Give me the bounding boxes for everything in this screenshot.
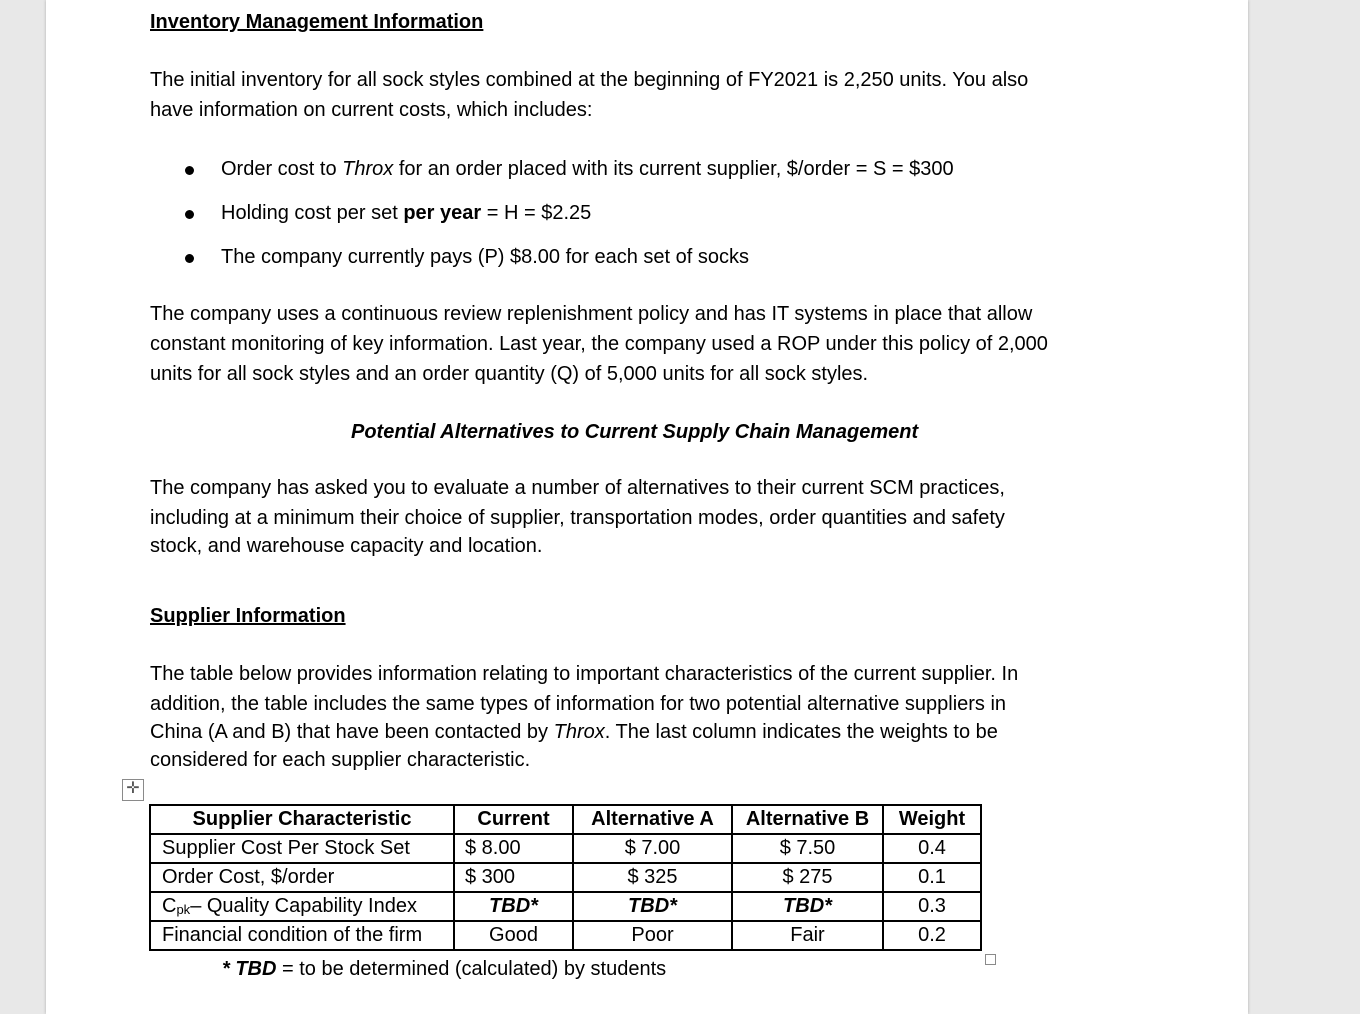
table-resize-handle-icon[interactable] <box>985 954 996 965</box>
table-cell: TBD* <box>732 892 883 921</box>
table-header-row <box>150 805 981 834</box>
table-cell: $ 7.50 <box>732 834 883 863</box>
document-page <box>46 0 1248 1014</box>
table-cell: Fair <box>732 921 883 950</box>
table-footnote <box>222 955 666 983</box>
alternatives-title: Potential Alternatives to Current Supply Chain Management <box>351 421 919 443</box>
cpk-symbol: C <box>162 895 177 917</box>
list-item <box>150 243 1150 287</box>
header-alternative-a: Alternative A <box>573 805 732 834</box>
table-cell: $ 7.00 <box>573 834 732 863</box>
list-item <box>150 155 1150 199</box>
table-cell: Order Cost, $/order <box>150 863 454 892</box>
supplier-line-4: considered for each supplier characteristic. <box>150 749 531 771</box>
bullet-text: for an order placed with its current supplier, $/order = S = $300 <box>393 158 954 180</box>
supplier-line-3 <box>150 718 1150 746</box>
header-supplier-characteristic: Supplier Characteristic <box>150 805 454 834</box>
supplier-line-3-emphasis: Throx <box>553 721 605 743</box>
table-cell: 0.3 <box>883 892 981 921</box>
table-cell: Poor <box>573 921 732 950</box>
table-cell: TBD* <box>454 892 573 921</box>
supplier-line-1: The table below provides information relating to important characteristics of the current supplier. In <box>150 663 1019 685</box>
table-row <box>150 834 981 863</box>
table-cell: 0.1 <box>883 863 981 892</box>
table-cell: $ 275 <box>732 863 883 892</box>
cpk-label: – Quality Capability Index <box>190 895 417 917</box>
header-current: Current <box>454 805 573 834</box>
policy-line-3: units for all sock styles and an order quantity (Q) of 5,000 units for all sock styles. <box>150 363 869 385</box>
inventory-heading: Inventory Management Information <box>150 11 484 33</box>
header-weight: Weight <box>883 805 981 834</box>
bullet-strong: per year <box>403 202 482 224</box>
table-move-handle-icon[interactable]: ✛ <box>122 779 144 801</box>
bullet-icon <box>185 166 194 175</box>
table-cell: Supplier Cost Per Stock Set <box>150 834 454 863</box>
alternatives-line-3: stock, and warehouse capacity and location. <box>150 535 543 557</box>
cpk-subscript: pk <box>176 902 191 917</box>
bullet-icon <box>185 254 194 263</box>
policy-line-2: constant monitoring of key information. Last year, the company used a ROP under this policy of 2,000 <box>150 333 1048 355</box>
bullet-emphasis: Throx <box>342 158 394 180</box>
alternatives-line-2: including at a minimum their choice of supplier, transportation modes, order quantities and safety <box>150 507 1005 529</box>
alternatives-paragraph <box>150 474 1150 560</box>
table-cell <box>150 892 454 921</box>
table-row <box>150 921 981 950</box>
list-item <box>150 199 1150 243</box>
header-alternative-b: Alternative B <box>732 805 883 834</box>
table-cell: $ 325 <box>573 863 732 892</box>
footnote-marker: * TBD <box>222 958 277 980</box>
table-cell: 0.4 <box>883 834 981 863</box>
table-cell: $ 300 <box>454 863 573 892</box>
policy-line-1: The company uses a continuous review replenishment policy and has IT systems in place that allow <box>150 303 1033 325</box>
supplier-line-3-text: China (A and B) that have been contacted by <box>150 721 554 743</box>
footnote-text: = to be determined (calculated) by students <box>276 958 667 980</box>
intro-line-1: The initial inventory for all sock styles combined at the beginning of FY2021 is 2,250 units. You also <box>150 69 1029 91</box>
policy-paragraph <box>150 300 1150 389</box>
alternatives-line-1: The company has asked you to evaluate a number of alternatives to their current SCM practices, <box>150 477 1005 499</box>
supplier-table <box>149 804 982 951</box>
inventory-intro <box>150 66 1150 125</box>
supplier-line-3-text: . The last column indicates the weights to be <box>604 721 998 743</box>
table-cell: Financial condition of the firm <box>150 921 454 950</box>
table-cell: 0.2 <box>883 921 981 950</box>
supplier-line-2: addition, the table includes the same types of information for two potential alternative suppliers in <box>150 693 1007 715</box>
bullet-icon <box>185 210 194 219</box>
table-row <box>150 892 981 921</box>
cost-bullet-list <box>150 155 1150 287</box>
bullet-text: Holding cost per set <box>221 202 404 224</box>
supplier-paragraph <box>150 660 1150 774</box>
bullet-text: The company currently pays (P) $8.00 for each set of socks <box>221 246 750 268</box>
table-cell: $ 8.00 <box>454 834 573 863</box>
intro-line-2: have information on current costs, which includes: <box>150 99 593 121</box>
table-cell: TBD* <box>573 892 732 921</box>
supplier-heading: Supplier Information <box>150 605 346 627</box>
table-row <box>150 863 981 892</box>
bullet-text: Order cost to <box>221 158 343 180</box>
table-cell: Good <box>454 921 573 950</box>
bullet-text: = H = $2.25 <box>481 202 592 224</box>
